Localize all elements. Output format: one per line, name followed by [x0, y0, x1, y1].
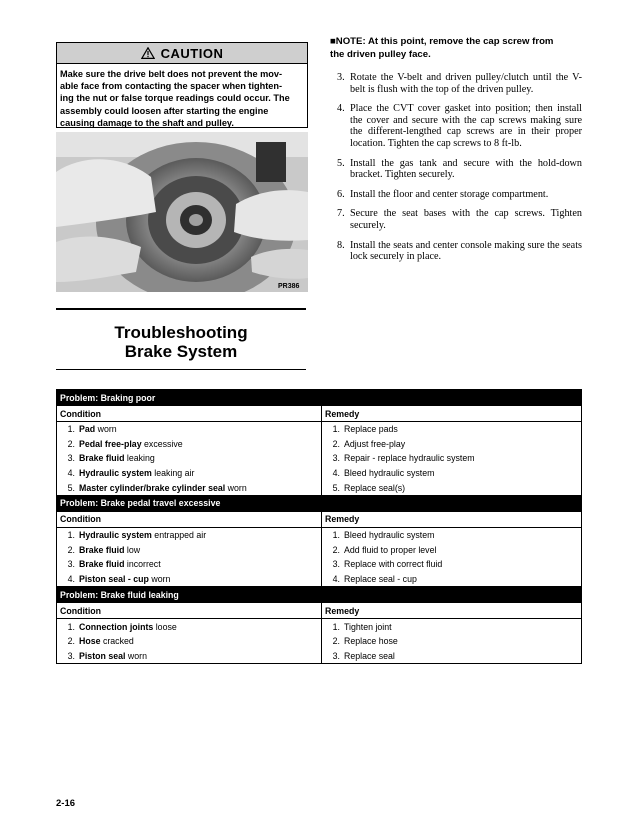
procedure-step	[330, 72, 582, 95]
remedy-cell	[322, 422, 582, 437]
condition-cell	[57, 527, 322, 542]
condition-term: Pedal free-play	[79, 438, 142, 449]
condition-number: 3.	[67, 453, 75, 464]
table-row	[57, 422, 582, 437]
condition-cell	[57, 543, 322, 558]
table-row	[57, 451, 582, 466]
condition-cell	[57, 619, 322, 634]
remedy-text: Replace seal - cup	[344, 574, 417, 585]
problem-row	[57, 495, 582, 511]
caution-header	[57, 43, 307, 64]
condition-detail: entrapped air	[151, 530, 207, 541]
remedy-number: 5.	[332, 482, 340, 493]
condition-cell	[57, 572, 322, 587]
remedy-number: 1.	[332, 424, 340, 435]
caution-line: Make sure the drive belt does not prevent the mov-	[60, 69, 283, 79]
note-line: ■NOTE: At this point, remove the cap screw from	[330, 36, 554, 47]
table-row	[57, 527, 582, 542]
step-text: Install the seats and center console making sure the seats lock securely in place.	[350, 239, 582, 263]
caution-line: ing the nut or false torque readings could occur. The	[60, 93, 290, 104]
condition-term: Hose	[79, 636, 101, 647]
section-title-line: Brake System	[124, 342, 238, 361]
page-number: 2-16	[56, 798, 76, 809]
condition-cell	[57, 422, 322, 437]
condition-term: Piston seal	[79, 650, 126, 661]
remedy-cell	[322, 619, 582, 634]
step-number: 3.	[337, 72, 345, 83]
step-text: Install the floor and center storage compartment.	[350, 188, 549, 200]
condition-detail: loose	[153, 621, 177, 632]
remedy-text: Replace hose	[344, 636, 398, 647]
table-row	[57, 557, 582, 572]
step-text: Rotate the V-belt and driven pulley/clutch until the V-belt is flush with the top of the driven pulley.	[350, 72, 582, 95]
condition-number: 5.	[67, 482, 75, 493]
caution-line: assembly could loosen after starting the engine	[60, 105, 269, 116]
remedy-header: Remedy	[322, 603, 582, 619]
remedy-cell	[322, 466, 582, 481]
photo-label: PR386	[278, 283, 300, 290]
remedy-text: Adjust free-play	[344, 438, 406, 449]
pulley-photo	[56, 132, 308, 292]
condition-header: Condition	[57, 511, 322, 527]
problem-row	[57, 390, 582, 406]
remedy-number: 3.	[332, 453, 340, 464]
remedy-header: Remedy	[322, 511, 582, 527]
troubleshooting-table	[56, 389, 582, 664]
condition-number: 4.	[67, 468, 75, 479]
remedy-text: Bleed hydraulic system	[344, 530, 435, 541]
condition-detail: worn	[148, 574, 171, 585]
remedy-number: 1.	[332, 621, 340, 632]
condition-detail: cracked	[100, 636, 134, 647]
condition-detail: worn	[95, 424, 117, 435]
condition-term: Master cylinder/brake cylinder seal	[79, 482, 226, 493]
procedure-step	[330, 240, 582, 263]
caution-text	[57, 64, 307, 129]
section-title	[56, 323, 306, 361]
problem-title: Problem: Braking poor	[57, 390, 582, 406]
problem-title: Problem: Brake fluid leaking	[57, 587, 582, 603]
step-text: Install the gas tank and secure with the hold-down bracket. Tighten securely.	[350, 157, 582, 181]
step-number: 4.	[337, 103, 345, 115]
remedy-text: Replace seal(s)	[344, 482, 406, 493]
condition-header: Condition	[57, 603, 322, 619]
warning-triangle-icon	[141, 47, 155, 59]
condition-detail: leaking	[124, 453, 155, 464]
condition-number: 2.	[67, 544, 75, 555]
remedy-cell	[322, 451, 582, 466]
remedy-text: Replace with correct fluid	[344, 559, 443, 570]
condition-term: Brake fluid	[79, 453, 125, 464]
condition-detail: worn	[225, 482, 247, 493]
remedy-number: 4.	[332, 574, 340, 585]
procedure-step	[330, 103, 582, 149]
condition-term: Pad	[79, 424, 96, 435]
problem-row	[57, 587, 582, 603]
caution-line: able face from contacting the spacer when tighten-	[60, 81, 283, 92]
note	[330, 35, 582, 61]
table-header-row	[57, 603, 582, 619]
remedy-text: Add fluid to proper level	[344, 544, 437, 555]
remedy-cell	[322, 634, 582, 649]
step-text: Secure the seat bases with the cap screws. Tighten securely.	[350, 208, 582, 231]
condition-cell	[57, 466, 322, 481]
remedy-text: Replace pads	[344, 424, 398, 435]
table-row	[57, 572, 582, 587]
table-row	[57, 649, 582, 664]
title-rule-top	[56, 308, 306, 310]
title-rule-bottom	[56, 369, 306, 370]
condition-cell	[57, 451, 322, 466]
remedy-cell	[322, 480, 582, 495]
note-line: the driven pulley face.	[330, 49, 431, 60]
remedy-cell	[322, 527, 582, 542]
step-text: Place the CVT cover gasket into position; then install the cover and secure with the cap screws making sure the different-lengthed cap screws are in their proper location. Tighten the cap screws to 8 ft-lb.	[350, 103, 582, 149]
remedy-number: 4.	[332, 468, 340, 479]
remedy-text: Repair - replace hydraulic system	[344, 453, 475, 464]
table-row	[57, 466, 582, 481]
problem-title: Problem: Brake pedal travel excessive	[57, 495, 582, 511]
caution-title: CAUTION	[160, 45, 224, 61]
section-title-line: Troubleshooting	[114, 323, 248, 342]
condition-detail: leaking air	[151, 468, 195, 479]
table-header-row	[57, 511, 582, 527]
remedy-text: Tighten joint	[344, 621, 392, 632]
procedure-step	[330, 189, 582, 201]
condition-cell	[57, 634, 322, 649]
table-row	[57, 634, 582, 649]
condition-cell	[57, 480, 322, 495]
remedy-text: Bleed hydraulic system	[344, 468, 435, 479]
remedy-cell	[322, 437, 582, 452]
caution-box	[56, 42, 308, 128]
condition-term: Connection joints	[79, 621, 154, 632]
condition-cell	[57, 557, 322, 572]
condition-term: Brake fluid	[79, 559, 125, 570]
remedy-number: 3.	[332, 559, 340, 570]
table-row	[57, 619, 582, 634]
condition-term: Hydraulic system	[79, 468, 152, 479]
pulley-illustration	[56, 132, 308, 292]
condition-term: Piston seal - cup	[79, 574, 149, 585]
condition-term: Hydraulic system	[79, 530, 152, 541]
condition-number: 2.	[67, 636, 75, 647]
remedy-number: 1.	[332, 530, 340, 541]
condition-number: 2.	[67, 438, 75, 449]
remedy-cell	[322, 557, 582, 572]
condition-detail: excessive	[141, 438, 183, 449]
remedy-number: 3.	[332, 650, 340, 661]
procedure-step	[330, 158, 582, 181]
remedy-cell	[322, 543, 582, 558]
table-row	[57, 480, 582, 495]
step-number: 5.	[337, 157, 345, 169]
remedy-text: Replace seal	[344, 650, 395, 661]
condition-number: 1.	[67, 424, 75, 435]
condition-header: Condition	[57, 406, 322, 422]
condition-detail: low	[124, 544, 141, 555]
remedy-number: 2.	[332, 544, 340, 555]
step-number: 6.	[337, 188, 345, 200]
condition-cell	[57, 437, 322, 452]
condition-number: 3.	[67, 650, 75, 661]
remedy-cell	[322, 572, 582, 587]
condition-number: 1.	[67, 621, 75, 632]
step-number: 7.	[337, 208, 345, 220]
condition-number: 1.	[67, 530, 75, 541]
procedure-step	[330, 208, 582, 231]
caution-line: causing damage to the shaft and pulley.	[60, 117, 234, 128]
remedy-header: Remedy	[322, 406, 582, 422]
procedure-steps	[330, 72, 582, 271]
remedy-cell	[322, 649, 582, 664]
condition-number: 4.	[67, 574, 75, 585]
condition-cell	[57, 649, 322, 664]
step-number: 8.	[337, 239, 345, 251]
table-header-row	[57, 406, 582, 422]
remedy-number: 2.	[332, 438, 340, 449]
table-row	[57, 437, 582, 452]
condition-term: Brake fluid	[79, 544, 125, 555]
condition-detail: incorrect	[124, 559, 161, 570]
condition-number: 3.	[67, 559, 75, 570]
remedy-number: 2.	[332, 636, 340, 647]
condition-detail: worn	[125, 650, 147, 661]
table-row	[57, 543, 582, 558]
